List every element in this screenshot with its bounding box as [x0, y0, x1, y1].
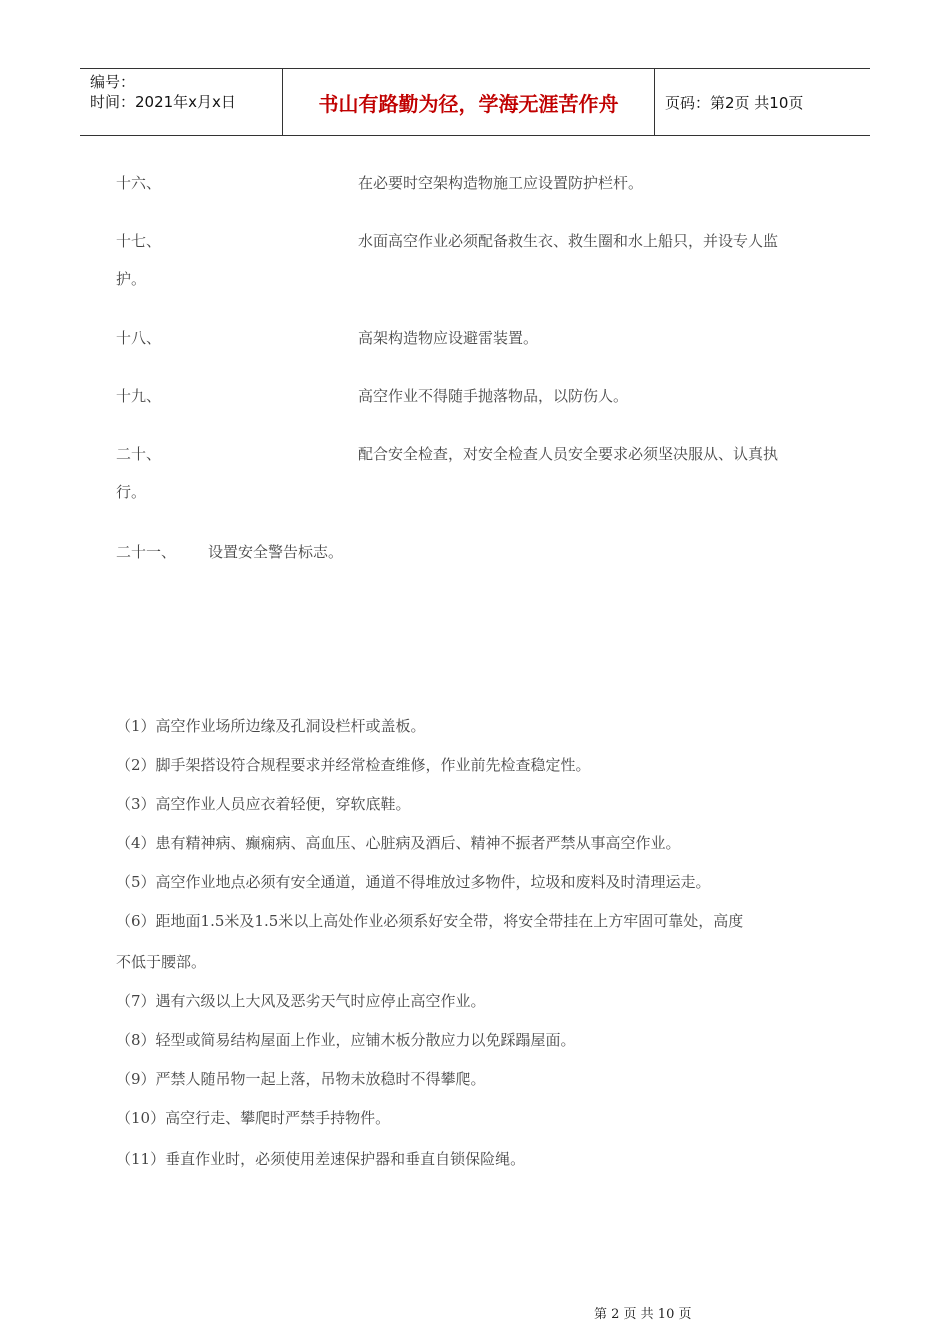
page-header — [80, 68, 870, 136]
rule-item: （7）遇有六级以上大风及恶劣天气时应停止高空作业。 — [116, 992, 486, 1010]
rule-item: （4）患有精神病、癫痫病、高血压、心脏病及酒后、精神不振者严禁从事高空作业。 — [116, 834, 681, 852]
clause-number: 二十一、 — [116, 543, 177, 561]
clause-number: 十八、 — [116, 329, 162, 347]
clause-continuation: 护。 — [116, 270, 147, 288]
doc-date: 时间：2021年x月x日 — [90, 93, 236, 111]
rule-item-continuation: 不低于腰部。 — [116, 953, 207, 971]
clause-text: 高空作业不得随手抛落物品，以防伤人。 — [358, 387, 629, 405]
rule-item: （2）脚手架搭设符合规程要求并经常检查维修，作业前先检查稳定性。 — [116, 756, 591, 774]
clause-continuation: 行。 — [116, 483, 147, 501]
page-footer: 第 2 页 共 10 页 — [594, 1307, 692, 1322]
clause-number: 十九、 — [116, 387, 162, 405]
rule-item: （10）高空行走、攀爬时严禁手持物件。 — [116, 1109, 391, 1127]
rule-item: （8）轻型或简易结构屋面上作业，应铺木板分散应力以免踩蹋屋面。 — [116, 1031, 576, 1049]
doc-number-label: 编号： — [90, 73, 136, 91]
rule-item: （9）严禁人随吊物一起上落，吊物未放稳时不得攀爬。 — [116, 1070, 486, 1088]
clause-number: 十七、 — [116, 232, 162, 250]
clause-text: 在必要时空架构造物施工应设置防护栏杆。 — [358, 174, 644, 192]
rule-item: （6）距地面1.5米及1.5米以上高处作业必须系好安全带，将安全带挂在上方牢固可靠处，高度 — [116, 912, 744, 930]
header-motto: 书山有路勤为径，学海无涯苦作舟 — [318, 91, 619, 116]
clause-text: 水面高空作业必须配备救生衣、救生圈和水上船只，并设专人监 — [358, 232, 779, 250]
clause-number: 二十、 — [116, 445, 162, 463]
clause-text: 设置安全警告标志。 — [208, 543, 344, 561]
clause-text: 配合安全检查，对安全检查人员安全要求必须坚决服从、认真执 — [358, 445, 779, 463]
header-page-info: 页码：第2页 共10页 — [665, 93, 804, 112]
header-meta — [80, 69, 282, 135]
rule-item: （3）高空作业人员应衣着轻便，穿软底鞋。 — [116, 795, 411, 813]
rule-item: （5）高空作业地点必须有安全通道，通道不得堆放过多物件，垃圾和废料及时清理运走。 — [116, 873, 711, 891]
rule-item: （1）高空作业场所边缘及孔洞设栏杆或盖板。 — [116, 717, 426, 735]
clause-number: 十六、 — [116, 174, 162, 192]
clause-21 — [116, 542, 344, 562]
header-motto-cell — [282, 69, 655, 135]
rule-item: （11）垂直作业时，必须使用差速保护器和垂直自锁保险绳。 — [116, 1150, 526, 1168]
clause-text: 高架构造物应设避雷装置。 — [358, 329, 539, 347]
